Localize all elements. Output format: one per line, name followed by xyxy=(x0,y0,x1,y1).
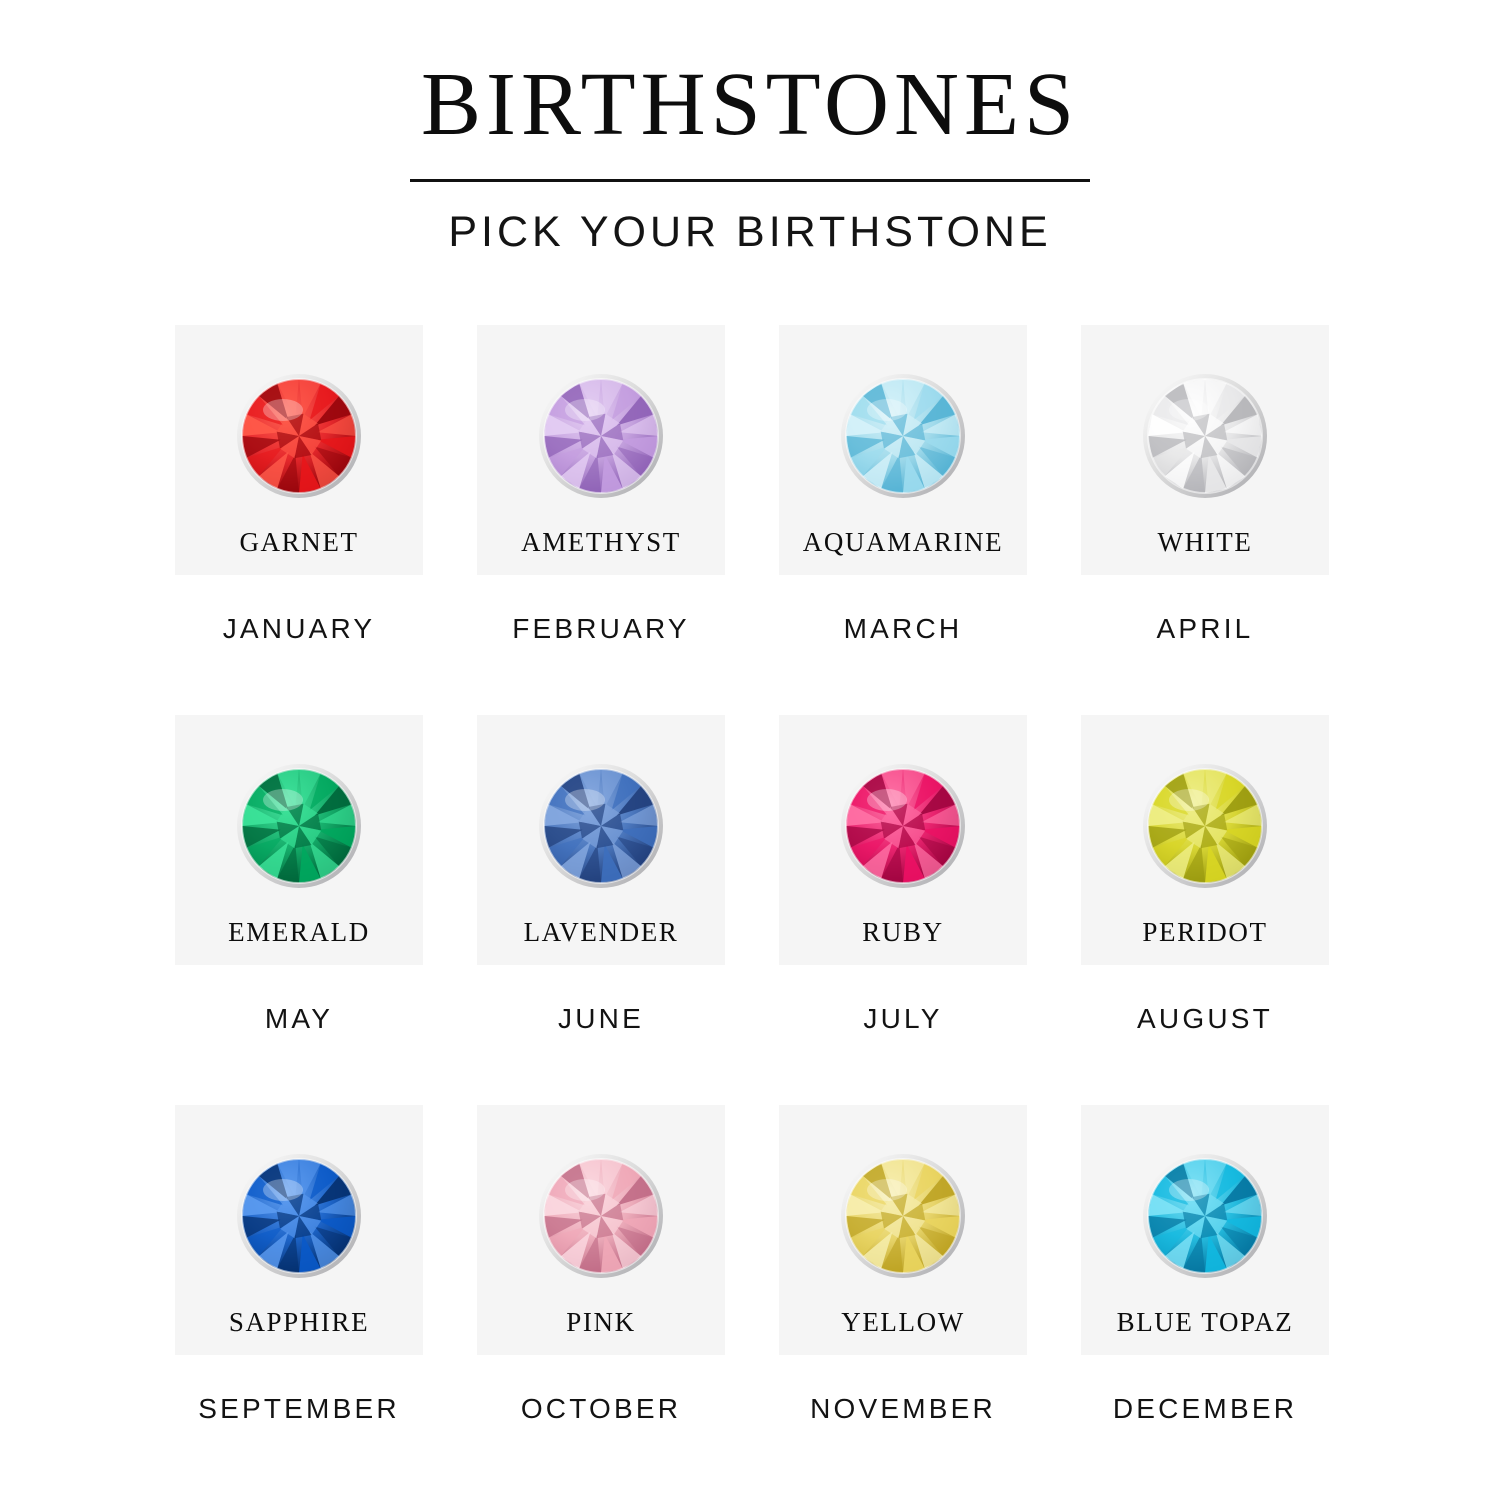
birthstone-tile[interactable] xyxy=(1081,1105,1329,1355)
stone-name: SAPPHIRE xyxy=(228,1307,370,1337)
gem-icon[interactable] xyxy=(232,759,366,893)
page-header xyxy=(0,0,1500,257)
gem-icon[interactable] xyxy=(1138,369,1272,503)
birthstone-cell[interactable] xyxy=(1054,715,1356,1105)
gem-icon[interactable] xyxy=(534,369,668,503)
birthstone-cell[interactable] xyxy=(1054,325,1356,715)
birthstone-cell[interactable] xyxy=(752,1105,1054,1495)
birthstone-cell[interactable] xyxy=(450,715,752,1105)
birthstone-cell[interactable] xyxy=(450,1105,752,1495)
birthstone-tile[interactable] xyxy=(477,325,725,575)
stone-name: AMETHYST xyxy=(521,527,681,557)
month-label: JANUARY xyxy=(222,613,376,644)
birthstone-tile[interactable] xyxy=(175,715,423,965)
birthstone-tile[interactable] xyxy=(1081,325,1329,575)
birthstone-tile[interactable] xyxy=(477,715,725,965)
stone-name: BLUE TOPAZ xyxy=(1116,1307,1294,1337)
birthstone-tile[interactable] xyxy=(175,1105,423,1355)
birthstone-tile[interactable] xyxy=(175,325,423,575)
gem-icon[interactable] xyxy=(1138,759,1272,893)
gem-icon[interactable] xyxy=(836,369,970,503)
month-label: MAY xyxy=(264,1003,334,1034)
birthstone-tile[interactable] xyxy=(779,715,1027,965)
birthstone-cell[interactable] xyxy=(148,1105,450,1495)
stone-name: GARNET xyxy=(239,527,359,557)
month-label: NOVEMBER xyxy=(810,1393,996,1424)
birthstone-cell[interactable] xyxy=(450,325,752,715)
month-label: DECEMBER xyxy=(1112,1393,1298,1424)
birthstone-tile[interactable] xyxy=(477,1105,725,1355)
stone-name: PERIDOT xyxy=(1142,917,1268,947)
stone-name: RUBY xyxy=(862,917,944,947)
gem-icon[interactable] xyxy=(534,1149,668,1283)
birthstone-grid xyxy=(148,325,1358,1495)
gem-icon[interactable] xyxy=(232,369,366,503)
month-label: APRIL xyxy=(1156,613,1254,644)
gem-icon[interactable] xyxy=(836,1149,970,1283)
birthstone-tile[interactable] xyxy=(779,1105,1027,1355)
month-label: SEPTEMBER xyxy=(198,1393,400,1424)
month-label: AUGUST xyxy=(1137,1003,1273,1034)
birthstone-cell[interactable] xyxy=(1054,1105,1356,1495)
title-divider xyxy=(410,179,1090,182)
gem-icon[interactable] xyxy=(836,759,970,893)
gem-icon[interactable] xyxy=(232,1149,366,1283)
birthstone-cell[interactable] xyxy=(752,325,1054,715)
month-label: FEBRUARY xyxy=(512,613,690,644)
gem-icon[interactable] xyxy=(1138,1149,1272,1283)
birthstone-tile[interactable] xyxy=(779,325,1027,575)
month-label: MARCH xyxy=(843,613,963,644)
month-label: OCTOBER xyxy=(520,1393,682,1424)
stone-name: WHITE xyxy=(1157,527,1253,557)
stone-name: EMERALD xyxy=(228,917,370,947)
birthstone-tile[interactable] xyxy=(1081,715,1329,965)
stone-name: YELLOW xyxy=(841,1307,965,1337)
birthstone-cell[interactable] xyxy=(148,715,450,1105)
birthstone-cell[interactable] xyxy=(148,325,450,715)
month-label: JULY xyxy=(863,1003,943,1034)
stone-name: AQUAMARINE xyxy=(802,527,1004,557)
birthstone-cell[interactable] xyxy=(752,715,1054,1105)
page-subtitle: PICK YOUR BIRTHSTONE xyxy=(448,207,1052,256)
gem-icon[interactable] xyxy=(534,759,668,893)
page-title: BIRTHSTONES xyxy=(420,55,1080,154)
stone-name: LAVENDER xyxy=(523,917,679,947)
stone-name: PINK xyxy=(566,1307,636,1337)
month-label: JUNE xyxy=(558,1003,644,1034)
